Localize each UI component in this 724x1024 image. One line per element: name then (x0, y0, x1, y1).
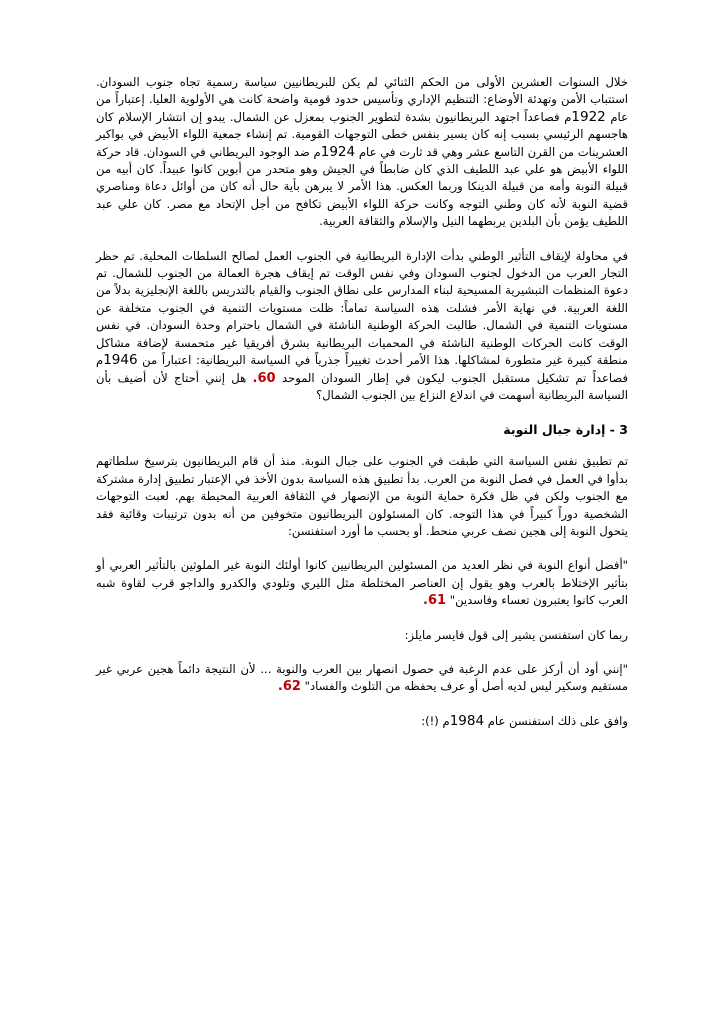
p5-text-2: م (!): (421, 713, 450, 728)
footnote-ref-62: 62. (277, 679, 301, 695)
q1-text: "أفضل أنواع النوبة في نظر العديد من المسئولين البريطانيين كانوا أولئك النوبة غير الملوثين بالتأثير العربي أو بتأثير الإختلاط بالعرب وهو يقول إن العناصر المختلطة مثل الليري وتلودي والكدرو والداجو قرب لقاوة شبه العرب كانوا يعتبرون تعساء وفاسدين" (96, 558, 628, 608)
q2-text: "إنني أود أن أركز على عدم الرغبة في حصول انصهار بين العرب والنوبة ... لأن النتيجة دائماً هجين عربي غير مستقيم وسكير ليس لديه أصل أو عرف يحفظه من التلوث والفساد" (96, 661, 628, 694)
p2-text-2: م فصاعداً تم تشكيل مستقبل الجنوب ليكون في إطار السودان الموحد (96, 353, 628, 385)
quote-mixing (96, 661, 628, 696)
p1-year-1924: 1924 (320, 143, 356, 160)
paragraph-british-policy-early-years (96, 74, 628, 231)
p1-text-1: خلال السنوات العشرين الأولى من الحكم الثنائي لم يكن للبريطانيين سياسة رسمية تجاه جنوب السودان. استتباب الأمن وتهدئة الأوضاع: التنظيم الإداري وتأسيس حدود قومية واضحة كانت هي الأولوية العليا. إعتباراً من عام (96, 75, 628, 124)
p1-text-3: م ضد الوجود البريطاني في السودان. قاد حركة اللواء الأبيض هو علي عبد اللطيف الذي كان ضابطاً في الجيش وهو متحدر من أبوين كانوا عبيداً. كان أبيه من قبيلة النوبة وأمه من قبيلة الدينكا وربما العكس. هذا الأمر لا يبرهن بأية حال أنه كان من أوائل دعاة ومناصري قضية النوبة لأنه كان وطني التوجه وكانت حركة اللواء الأبيض تكافح من أجل الإتحاد مع مصر. كان علي عبد اللطيف يؤمن بأن البلدين يربطهما النيل والإسلام والثقافة العربية. (96, 144, 628, 229)
section-heading-nuba-administration: 3 - إدارة جبال النوبة (503, 422, 628, 438)
p1-text-2: م فصاعداً اجتهد البريطانيون بشدة لتطوير الجنوب بمعزل عن الشمال. يبدو إن انتشار الإسلام كان هاجسهم الرئيسي بسبب إنه كان يسير بنفس خطى التوجهات القومية. تم إنشاء جمعية اللواء الأبيض في بواكير العشرينات من القرن التاسع عشر وهي قد ثارت في عام (96, 109, 628, 159)
paragraph-nuba-policy: تم تطبيق نفس السياسة التي طبقت في الجنوب على جبال النوبة. منذ أن قام البريطانيون بترسيخ سلطاتهم بدأوا في العمل في فصل النوبة من العرب. بدأ تطبيق هذه السياسة بدون الأخذ في الإعتبار تطبيق إدارة مشتركة مع الجنوب ولكن في ظل فكرة حماية النوبة من الإنصهار في الثقافة العربية المحيطة بهم. لعبت التوجهات الشخصية دوراً كبيراً في هذا التوجه. كان المسئولون البريطانيون متخوفين من أنه بدون ترتيبات وقائية فقد يتحول النوبة إلى هجين نصف عربي منحط. أو بحسب ما أورد استفنسن: (96, 454, 628, 538)
footnote-ref-60: 60. (252, 370, 276, 386)
p5-year-1984: 1984 (449, 712, 485, 729)
p2-text-1: في محاولة لإيقاف التأثير الوطني بدأت الإدارة البريطانية في الجنوب العمل لصالح السلطات المحلية. تم حظر التجار العرب من الدخول لجنوب السودان وفي نفس الوقت تم إيقاف هجرة العمالة من الجنوب للشمال. تم دعوة المنظمات التبشيرية المسيحية لبناء المدارس على نطاق الجنوب والقيام بالتدريس باللغة الإنجليزية بدلاً من اللغة العربية. في نهاية الأمر فشلت هذه السياسة تماماً: ظلت مستويات التنمية في الجنوب متخلفة عن مستويات التنمية في الشمال. طالبت الحركة الوطنية الناشئة في الشمال باحترام وحدة السودان. في نفس الوقت كانت الحركات الوطنية الناشئة في المحميات البريطانية بشرق أفريقيا غير متحمسة لإضافة مشاكل منطقة كبيرة غير متطورة لمشاكلها. هذا الأمر أحدث تغييراً جذرياً في السياسة البريطانية: اعتباراً من (96, 248, 628, 368)
paragraph-stevenson-reference: ربما كان استفنسن يشير إلى قول فايسر مايلز: (404, 627, 628, 642)
p2-year-1946: 1946 (103, 352, 138, 369)
quote-nuba-types (96, 557, 628, 609)
p2-text-3: هل إنني أحتاج لأن أضيف بأن السياسة البريطانية أسهمت في اندلاع النزاع بين الجنوب الشمال؟ (96, 370, 628, 402)
paragraph-stevenson-agreement (96, 713, 628, 730)
footnote-ref-61: 61. (423, 593, 447, 609)
p5-text-1: وافق على ذلك استفنسن عام (484, 713, 628, 728)
paragraph-southern-policy (96, 248, 628, 405)
p1-year-1922: 1922 (571, 108, 606, 125)
